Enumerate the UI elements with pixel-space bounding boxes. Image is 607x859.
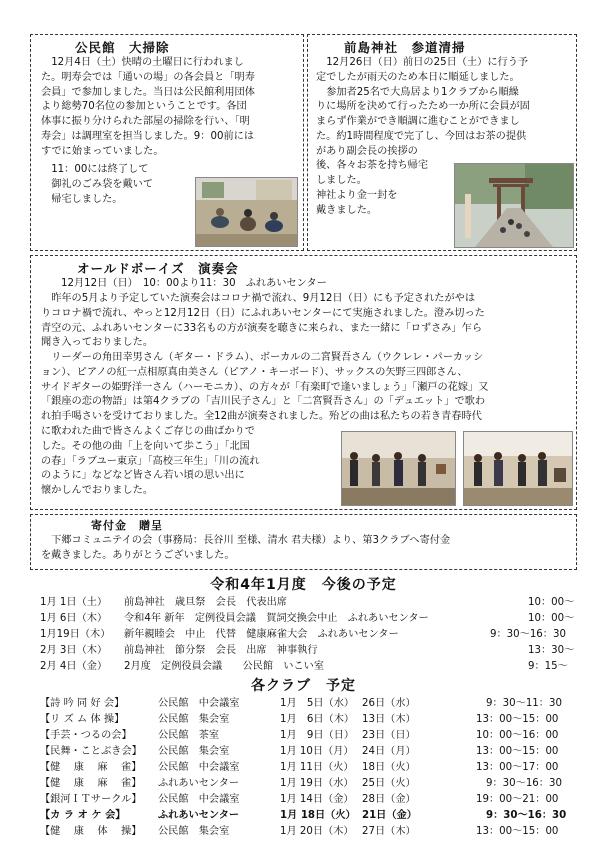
- club-time: 13：00～15：00: [476, 746, 559, 757]
- schedule-time: 9：15～: [528, 661, 568, 672]
- club-date: 13日（木）: [362, 714, 416, 725]
- schedule-time: 13：30～: [528, 645, 575, 656]
- schedule-text: 令和4年 新年 定例役員会議 賀詞交換会中止 ふれあいセンター: [124, 613, 429, 624]
- text-line: 神社より金一封を: [316, 190, 398, 202]
- text-line: た。明寿会では「通いの場」の各会員と「明寿: [41, 71, 255, 83]
- concert-title: オールドボーイズ 演奏会: [77, 261, 239, 276]
- club-name: 【健 康 麻 雀】: [40, 778, 142, 789]
- club-date: 24日（月）: [362, 746, 416, 757]
- club-place: ふれあいセンター: [158, 810, 240, 821]
- club-time: 9：30～11：30: [486, 698, 562, 709]
- club-place: 公民館 中会議室: [158, 698, 240, 709]
- text-line: 寿会」は調理室を担当しました。9：00前には: [41, 130, 255, 142]
- schedule-text: 前島神社 節分祭 会長 出席 神事執行: [124, 645, 318, 656]
- club-place: 公民館 集会室: [158, 714, 230, 725]
- text-line: 聞き入っておりました。: [41, 337, 154, 349]
- concert-date-line: 12月12日（日） 10：00より11：30 ふれあいセンター: [61, 278, 327, 289]
- text-line: しました。: [316, 175, 367, 187]
- donation-box: [30, 514, 577, 570]
- club-place: ふれあいセンター: [158, 778, 240, 789]
- club-time: 13：00～17：00: [476, 762, 559, 773]
- club-date: 1月 19日（水）: [280, 778, 354, 789]
- club-date: 27日（木）: [362, 826, 416, 837]
- text-line: りコロナ禍で流れ、やっと12月12日（日）にふれあいセンターにて実施されました。澄み切った: [41, 307, 485, 319]
- text-line: 御礼のごみ袋を戴いて: [51, 179, 154, 191]
- club-date: 25日（火）: [362, 778, 416, 789]
- club-place: 公民館 中会議室: [158, 794, 240, 805]
- text-line: 帰宅しました。: [51, 194, 123, 206]
- concert-photo-1: [341, 431, 456, 506]
- text-line: 体事に振り分けられた部屋の掃除を行い、「明: [41, 116, 250, 128]
- text-line: 昨年の5月より予定していた演奏会はコロナ禍で流れ、9月12日（日）にも予定されたがやは: [51, 293, 476, 304]
- club-date: 1月 18日（火）: [280, 810, 356, 821]
- text-line: のように」などなど皆さん若い頃の思い出に: [41, 470, 245, 482]
- shrine-photo: [454, 163, 574, 248]
- schedule-date: 2月 3日（木）: [40, 645, 108, 656]
- text-line: た。約1時間程度で完了し、今回はお茶の提供: [316, 130, 527, 142]
- club-date: 1月 6日（木）: [280, 714, 355, 725]
- text-line: 定でしたが雨天のため本日に順延しました。: [316, 71, 520, 83]
- club-name: 【手芸・つるの会】: [40, 730, 132, 741]
- shrine-cleanup-box: [307, 34, 577, 251]
- club-name: 【民舞・ことぶき会】: [40, 746, 142, 757]
- cleanup-photo: [195, 177, 298, 247]
- text-line: より総勢70名位の参加ということです。各団: [41, 101, 247, 113]
- text-line: れ拍手喝さいを受けておりました。全12曲が演奏されました。殆どの曲は私たちの若き青春時代: [41, 411, 482, 423]
- text-line: に歌われた曲で皆さんよくご存じの曲ばかりで: [41, 426, 255, 438]
- club-date: 26日（水）: [362, 698, 416, 709]
- club-time: 10：00～16：00: [476, 730, 559, 741]
- text-line: サイドギターの姫野洋一さん（ハーモニカ）、の方々が「有楽町で逢いましょう」「瀬戸の花嫁」又: [41, 381, 489, 393]
- text-line: 11：00には終了して: [51, 164, 149, 176]
- clubs-title: 各クラブ 予定: [251, 678, 356, 694]
- concert-photo-2: [463, 431, 573, 506]
- text-line: ョン）、ピアノの紅一点相原真由美さん（ピアノ・キーボード）、サックスの矢野三四郎さん、: [41, 366, 468, 378]
- donation-title: 寄付金 贈呈: [91, 519, 163, 532]
- club-date: 1月 9日（日）: [280, 730, 355, 741]
- schedule-title: 令和4年1月度 今後の予定: [210, 577, 397, 593]
- club-time: 13：00～15：00: [476, 714, 559, 725]
- club-time: 19：00～21：00: [476, 794, 559, 805]
- donation-body: [41, 534, 576, 564]
- shrine-cleanup-title: 前島神社 参道清掃: [344, 40, 466, 55]
- text-line: すでに始まっていました。: [41, 145, 164, 157]
- text-line: 12月4日（土）快晴の土曜日に行われまし: [51, 57, 244, 68]
- text-line: 「銀座の恋の物語」は第4クラブの「吉川民子さん」と「二宮賢吾さん」の「デュエット」で歌わ: [41, 396, 486, 408]
- club-place: 公民館 集会室: [158, 746, 230, 757]
- schedule-time: 10：00～: [528, 613, 575, 624]
- club-date: 18日（火）: [362, 762, 416, 773]
- club-name: 【詩 吟 同 好 会】: [40, 698, 125, 709]
- club-place: 公民館 茶室: [158, 730, 220, 741]
- text-line: 会員」で参加しました。当日は公民館利用団体: [41, 86, 255, 98]
- club-date: 1月 20日（木）: [280, 826, 354, 837]
- club-name: 【健 康 体 操】: [40, 826, 142, 837]
- schedule-date: 2月 4日（金）: [40, 661, 108, 672]
- club-name: 【銀河ＩＴサークル】: [40, 794, 142, 805]
- club-time: 9：30～16：30: [486, 810, 567, 821]
- kominkan-cleanup-title: 公民館 大掃除: [75, 40, 170, 55]
- schedule-text: 新年親睦会 中止 代替 健康麻雀大会 ふれあいセンター: [124, 629, 399, 640]
- club-time: 9：30～16：30: [486, 778, 562, 789]
- text-line: リーダーの角田幸男さん（ギター・ドラム）、ボーカルの二宮賢吾さん（ウクレレ・パーカッシ: [51, 352, 484, 364]
- club-date: 1月 11日（火）: [280, 762, 354, 773]
- schedule-text: 前島神社 歳旦祭 会長 代表出席: [124, 597, 287, 608]
- club-date: 23日（日）: [362, 730, 416, 741]
- club-date: 1月 10日（月）: [280, 746, 354, 757]
- text-line: した。その他の曲「上を向いて歩こう」「北国: [41, 440, 250, 452]
- schedule-date: 1月 1日（土）: [40, 597, 108, 608]
- club-date: 1月 5日（水）: [280, 698, 355, 709]
- text-line: 後、各々お茶を持ち帰宅: [316, 160, 429, 172]
- club-name: 【カ ラ オ ケ 会】: [40, 810, 126, 821]
- text-line: があり副会長の挨拶の: [316, 145, 418, 157]
- text-line: 参加者25名で大鳥居より1クラブから順繰: [326, 86, 519, 98]
- kominkan-cleanup-box: [30, 34, 304, 251]
- club-time: 13：00～15：00: [476, 826, 559, 837]
- club-place: 公民館 中会議室: [158, 762, 240, 773]
- club-date: 28日（金）: [362, 794, 416, 805]
- schedule-text: 2月度 定例役員会議 公民館 いこい室: [124, 661, 325, 672]
- schedule-time: 9：30～16：30: [490, 629, 566, 640]
- text-line: 青空の元、ふれあいセンターに33名もの方が演奏を聴きに来られ、また一緒に「ロずさみ」乍ら: [41, 322, 483, 334]
- schedule-date: 1月 6日（木）: [40, 613, 108, 624]
- text-line: 下郷コミュニテイの会（事務局：長谷川 至様、清水 君夫様）より、第3クラブへ寄付金: [51, 535, 451, 546]
- text-line: 懐かしんでおりました。: [41, 485, 154, 497]
- schedule-time: 10：00～: [528, 597, 575, 608]
- text-line: 戴きました。: [316, 204, 378, 216]
- text-line: の春」「ラブユー東京」「高校三年生」「川の流れ: [41, 455, 260, 467]
- club-date: 1月 14日（金）: [280, 794, 354, 805]
- text-line: まらず作業ができ順調に進むことができまし: [316, 116, 520, 128]
- club-date: 21日（金）: [362, 810, 417, 821]
- club-name: 【リ ズ ム 体 操】: [40, 714, 125, 725]
- schedule-date: 1月19日（木）: [40, 629, 111, 640]
- club-name: 【健 康 麻 雀】: [40, 762, 142, 773]
- text-line: 12月26日（日）前日の25日（土）に行う予: [326, 57, 529, 68]
- text-line: りに場所を決めて行ったため一か所に会員が固: [316, 101, 530, 113]
- club-place: 公民館 集会室: [158, 826, 230, 837]
- concert-box: [30, 255, 577, 510]
- text-line: を戴きました。ありがとうございました。: [41, 549, 235, 561]
